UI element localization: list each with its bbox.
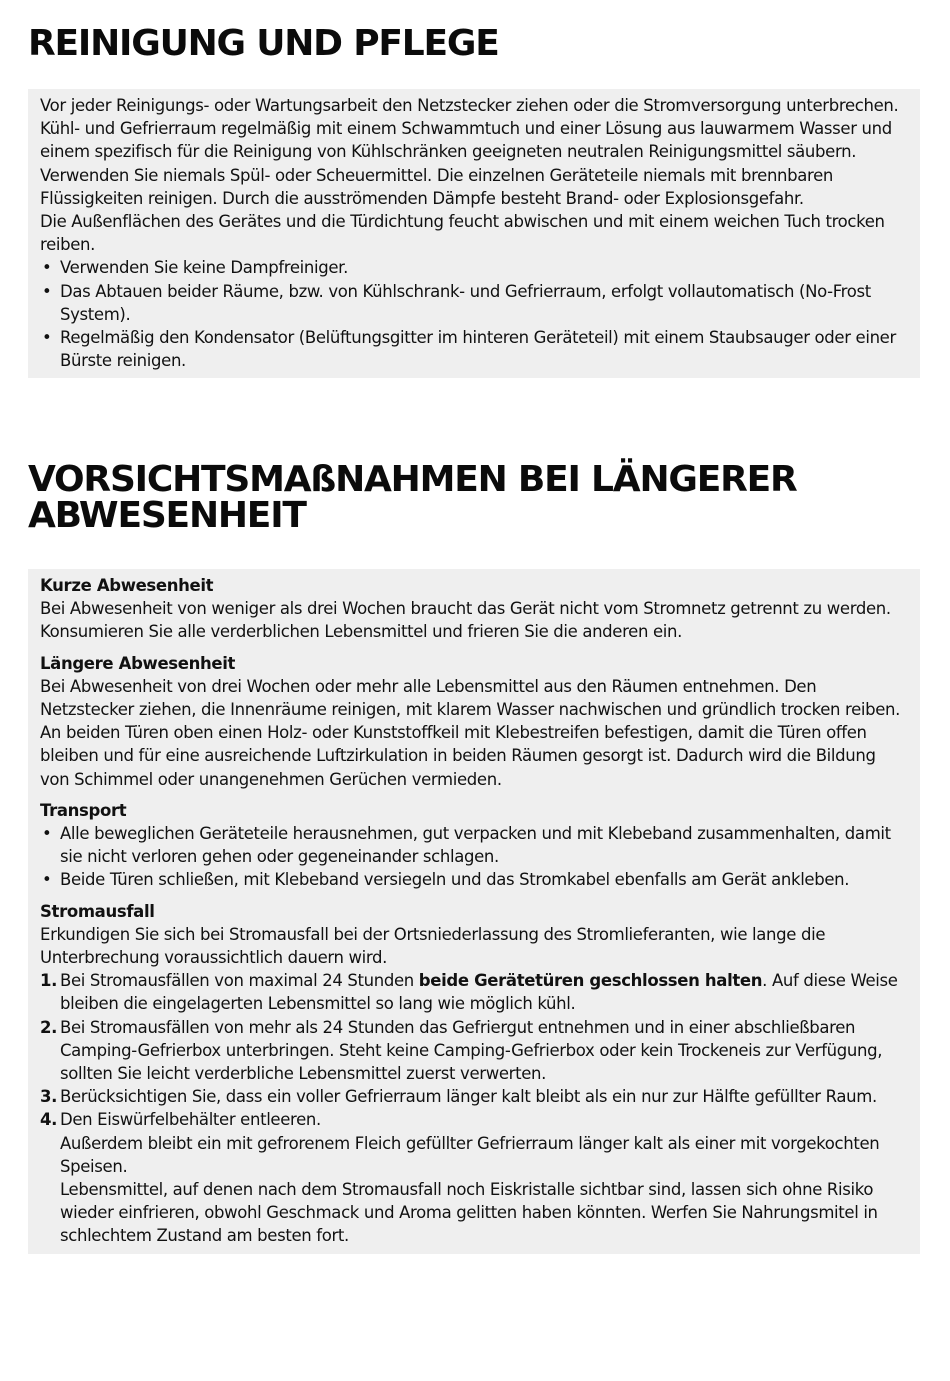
bullet-text: Regelmäßig den Kondensator (Belüftungsgitter im hinteren Geräteteil) mit einem Staubsauger oder einer Bürste reinigen. <box>60 328 896 371</box>
power-outage-note: Lebensmittel, auf denen nach dem Stromausfall noch Eiskristalle sichtbar sind, lassen sich ohne Risiko wieder einfrieren, obwohl Geschmack und Aroma gelitten haben könnten. Werfen Sie Nahrungsmitel in schlechtem Zustand am besten fort. <box>60 1180 878 1246</box>
absence-title-line: VORSICHTSMAßNAHMEN BEI LÄNGERER <box>28 459 797 500</box>
cleaning-paragraph: Vor jeder Reinigungs- oder Wartungsarbeit den Netzstecker ziehen oder die Stromversorgung unterbrechen. <box>40 96 899 115</box>
item-text-bold: beide Gerätetüren geschlossen halten <box>418 971 763 991</box>
item-text: Berücksichtigen Sie, dass ein voller Gefrierraum länger kalt bleibt als ein nur zur Hälfte gefüllter Raum. <box>60 1087 877 1107</box>
item-text: Den Eiswürfelbehälter entleeren. <box>60 1110 321 1130</box>
item-number: 3. <box>40 1087 58 1107</box>
power-outage-note: Außerdem bleibt ein mit gefrorenem Fleich gefüllter Gefrierraum länger kalt als einer mit vorgekochten Speisen. <box>60 1133 880 1176</box>
bullet-mark: • <box>42 258 52 278</box>
cleaning-paragraph: Die Außenflächen des Gerätes und die Türdichtung feucht abwischen und mit einem weichen Tuch trocken reiben. <box>40 212 885 255</box>
bullet-item <box>40 256 908 279</box>
item-number: 1. <box>40 971 58 991</box>
power-outage-heading: Stromausfall <box>40 901 155 921</box>
bullet-mark: • <box>42 328 52 348</box>
item-text <box>60 969 908 1015</box>
short-absence-heading: Kurze Abwesenheit <box>40 576 214 595</box>
item-text: Bei Stromausfällen von mehr als 24 Stunden das Gefriergut entnehmen und in einer abschließbaren Camping-Gefrierbox unterbringen. Steht keine Camping-Gefrierbox oder kein Trockeneis zur Verfügung, sollten Sie leicht verderbliche Lebensmittel zuerst verwerten. <box>60 1017 883 1084</box>
absence-panel <box>28 569 920 1254</box>
transport-heading: Transport <box>40 800 127 820</box>
bullet-mark: • <box>42 824 52 844</box>
cleaning-panel <box>28 89 920 378</box>
bullet-text: Alle beweglichen Geräteteile herausnehmen, gut verpacken und mit Klebeband zusammenhalten, damit sie nicht verloren gehen oder gegeneinander schlagen. <box>60 824 891 867</box>
cleaning-title: REINIGUNG UND PFLEGE <box>28 23 499 64</box>
item-number: 4. <box>40 1110 58 1130</box>
bullet-text: Beide Türen schließen, mit Klebeband versiegeln und das Stromkabel ebenfalls am Gerät ankleben. <box>60 870 850 890</box>
item-number: 2. <box>40 1017 58 1037</box>
bullet-mark: • <box>42 281 52 301</box>
bullet-item <box>40 822 908 868</box>
bullet-item <box>40 280 908 326</box>
numbered-item <box>40 1108 908 1131</box>
numbered-item <box>40 1085 908 1108</box>
power-outage-intro: Erkundigen Sie sich bei Stromausfall bei der Ortsniederlassung des Stromlieferanten, wie lange die Unterbrechung voraussichtlich dauern wird. <box>40 924 826 968</box>
bullet-text: Das Abtauen beider Räume, bzw. von Kühlschrank- und Gefrierraum, erfolgt vollautomatisch (No-Frost System). <box>60 281 871 324</box>
long-absence-text: Bei Abwesenheit von drei Wochen oder mehr alle Lebensmittel aus den Räumen entnehmen. Den Netzstecker ziehen, die Innenräume reinigen, mit klarem Wasser nachwischen und gründlich trocken reiben. <box>40 676 901 720</box>
cleaning-paragraph: Kühl- und Gefrierraum regelmäßig mit einem Schwammtuch und einer Lösung aus lauwarmem Wasser und einem spezifisch für die Reinigung von Kühlschränken geeigneten neutralen Reinigungsmittel säubern. Verwenden Sie niemals Spül- oder Scheuermittel. Die einzelnen Geräteteile niemals mit brennbaren Flüssigkeiten reinigen. Durch die ausströmenden Dämpfe besteht Brand- oder Explosionsgefahr. <box>40 119 892 208</box>
numbered-item <box>40 1016 908 1086</box>
bullet-item <box>40 326 908 372</box>
item-text-part: Bei Stromausfällen von maximal 24 Stunden <box>60 971 419 991</box>
absence-title-line: ABWESENHEIT <box>28 495 306 536</box>
short-absence-text: Bei Abwesenheit von weniger als drei Wochen braucht das Gerät nicht vom Stromnetz getrennt zu werden. Konsumieren Sie alle verderblichen Lebensmittel und frieren Sie die anderen ein. <box>40 599 891 642</box>
long-absence-text: An beiden Türen oben einen Holz- oder Kunststoffkeil mit Klebestreifen befestigen, damit die Türen offen bleiben und für eine ausreichende Luftzirkulation in beiden Räumen gesorgt ist. Dadurch wird die Bildung von Schimmel oder unangenehmen Gerüchen vermieden. <box>40 723 876 789</box>
numbered-item <box>40 969 908 1015</box>
bullet-text: Verwenden Sie keine Dampfreiniger. <box>60 258 348 278</box>
bullet-mark: • <box>42 870 52 890</box>
long-absence-heading: Längere Abwesenheit <box>40 653 236 673</box>
bullet-item <box>40 868 908 891</box>
item-text-part: . Auf diese Weise bleiben die eingelagerten Lebensmittel so lang wie möglich kühl. <box>60 971 898 1014</box>
absence-title <box>28 459 797 536</box>
